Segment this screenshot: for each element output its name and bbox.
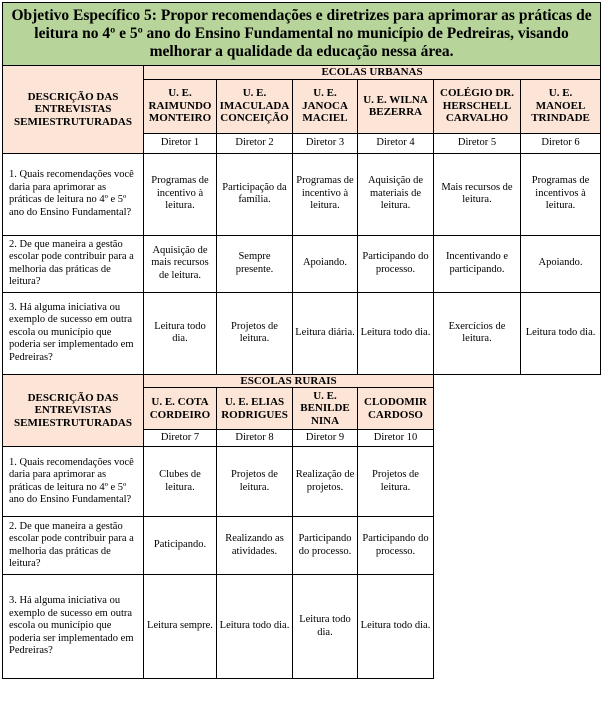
answer-cell: Projetos de leitura. <box>217 447 293 517</box>
school-name: U. E. IMACULADA CONCEIÇÃO <box>217 79 293 133</box>
school-name: U. E. RAIMUNDO MONTEIRO <box>144 79 217 133</box>
answer-cell: Incentivando e participando. <box>434 235 521 292</box>
answer-cell: Leitura todo dia. <box>521 292 601 374</box>
director-label: Diretor 8 <box>217 430 293 447</box>
answer-cell: Projetos de leitura. <box>358 447 434 517</box>
urban-desc-header: DESCRIÇÃO DAS ENTREVISTAS SEMIESTRUTURADAS <box>3 66 144 154</box>
table-row <box>3 575 601 679</box>
answer-cell: Participação da família. <box>217 153 293 235</box>
title-row <box>3 3 601 66</box>
empty-area <box>434 517 601 575</box>
question-cell: 3. Há alguma iniciativa ou exemplo de sucesso em outra escola ou município que poderia ser implementado em Pedreiras? <box>3 292 144 374</box>
answer-cell: Leitura sempre. <box>144 575 217 679</box>
director-label: Diretor 7 <box>144 430 217 447</box>
table-row <box>3 447 601 517</box>
answer-cell: Realizando as atividades. <box>217 517 293 575</box>
director-label: Diretor 2 <box>217 133 293 153</box>
interview-table <box>2 2 601 679</box>
question-cell: 3. Há alguma iniciativa ou exemplo de sucesso em outra escola ou município que poderia ser implementado em Pedreiras? <box>3 575 144 679</box>
answer-cell: Realização de projetos. <box>293 447 358 517</box>
question-cell: 1. Quais recomendações você daria para aprimorar as práticas de leitura no 4º e 5º ano do Ensino Fundamental? <box>3 447 144 517</box>
answer-cell: Clubes de leitura. <box>144 447 217 517</box>
answer-cell: Paticipando. <box>144 517 217 575</box>
empty-area <box>434 447 601 517</box>
director-label: Diretor 1 <box>144 133 217 153</box>
school-name: U. E. WILNA BEZERRA <box>358 79 434 133</box>
director-label: Diretor 4 <box>358 133 434 153</box>
rural-group-row <box>3 374 601 388</box>
school-name: U. E. COTA CORDEIRO <box>144 388 217 430</box>
table-row <box>3 292 601 374</box>
school-name: U. E. BENILDE NINA <box>293 388 358 430</box>
table-row <box>3 235 601 292</box>
answer-cell: Apoiando. <box>521 235 601 292</box>
school-name: U. E. MANOEL TRINDADE <box>521 79 601 133</box>
answer-cell: Leitura todo dia. <box>217 575 293 679</box>
answer-cell: Projetos de leitura. <box>217 292 293 374</box>
empty-area <box>434 575 601 679</box>
school-name: CLODOMIR CARDOSO <box>358 388 434 430</box>
school-name: U. E. JANOCA MACIEL <box>293 79 358 133</box>
objective-title: Objetivo Específico 5: Propor recomendações e diretrizes para aprimorar as práticas de leitura no 4º e 5º ano do Ensino Fundamental no município de Pedreiras, visando melhorar a qualidade da educação nessa área. <box>3 3 601 66</box>
answer-cell: Leitura todo dia. <box>293 575 358 679</box>
empty-area <box>434 374 601 447</box>
director-label: Diretor 10 <box>358 430 434 447</box>
answer-cell: Leitura todo dia. <box>358 575 434 679</box>
answer-cell: Programas de incentivo à leitura. <box>293 153 358 235</box>
answer-cell: Leitura todo dia. <box>144 292 217 374</box>
answer-cell: Programas de incentivos à leitura. <box>521 153 601 235</box>
answer-cell: Aquisição de mais recursos de leitura. <box>144 235 217 292</box>
answer-cell: Leitura diária. <box>293 292 358 374</box>
director-label: Diretor 5 <box>434 133 521 153</box>
answer-cell: Programas de incentivo à leitura. <box>144 153 217 235</box>
question-cell: 2. De que maneira a gestão escolar pode contribuir para a melhoria das práticas de leitura? <box>3 517 144 575</box>
question-cell: 1. Quais recomendações você daria para aprimorar as práticas de leitura no 4º e 5º ano do Ensino Fundamental? <box>3 153 144 235</box>
rural-group-label: ESCOLAS RURAIS <box>144 374 434 388</box>
document-page <box>2 2 600 679</box>
answer-cell: Apoiando. <box>293 235 358 292</box>
director-label: Diretor 6 <box>521 133 601 153</box>
table-row <box>3 153 601 235</box>
urban-group-label: ECOLAS URBANAS <box>144 66 601 80</box>
answer-cell: Participando do processo. <box>358 235 434 292</box>
answer-cell: Participando do processo. <box>358 517 434 575</box>
director-label: Diretor 3 <box>293 133 358 153</box>
urban-group-row <box>3 66 601 80</box>
answer-cell: Leitura todo dia. <box>358 292 434 374</box>
answer-cell: Exercícios de leitura. <box>434 292 521 374</box>
question-cell: 2. De que maneira a gestão escolar pode contribuir para a melhoria das práticas de leitura? <box>3 235 144 292</box>
table-row <box>3 517 601 575</box>
answer-cell: Aquisição de materiais de leitura. <box>358 153 434 235</box>
answer-cell: Sempre presente. <box>217 235 293 292</box>
director-label: Diretor 9 <box>293 430 358 447</box>
answer-cell: Mais recursos de leitura. <box>434 153 521 235</box>
rural-desc-header: DESCRIÇÃO DAS ENTREVISTAS SEMIESTRUTURADAS <box>3 374 144 447</box>
school-name: COLÉGIO DR. HERSCHELL CARVALHO <box>434 79 521 133</box>
school-name: U. E. ELIAS RODRIGUES <box>217 388 293 430</box>
answer-cell: Participando do processo. <box>293 517 358 575</box>
